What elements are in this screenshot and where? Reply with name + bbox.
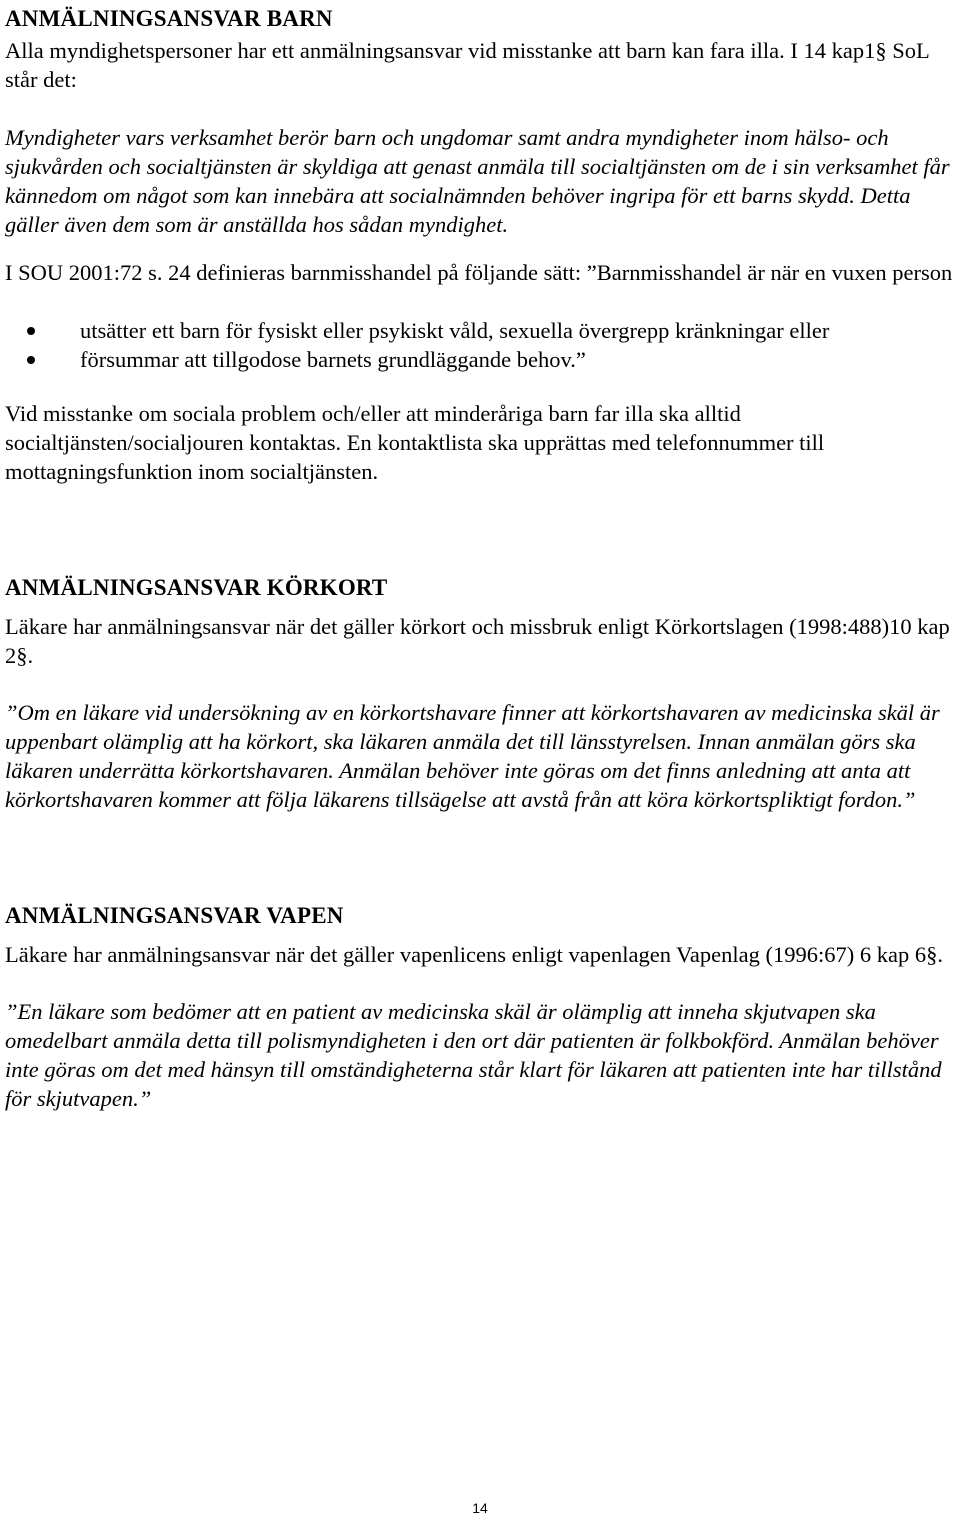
section-barn xyxy=(5,4,953,486)
barn-definition-list xyxy=(5,316,953,374)
list-item xyxy=(5,345,953,374)
list-item-text: utsätter ett barn för fysiskt eller psykiskt våld, sexuella övergrepp kränkningar eller xyxy=(80,318,830,343)
section-heading-vapen: ANMÄLNINGSANSVAR VAPEN xyxy=(5,903,344,928)
vapen-intro: Läkare har anmälningsansvar när det gäller vapenlicens enligt vapenlagen Vapenlag (1996:67) 6 kap 6§. xyxy=(5,942,943,967)
list-item xyxy=(5,316,953,345)
section-vapen xyxy=(5,901,953,1113)
barn-sou-definition: I SOU 2001:72 s. 24 definieras barnmisshandel på följande sätt: ”Barnmisshandel är när en vuxen person xyxy=(5,260,953,285)
document-page xyxy=(5,0,953,1113)
page-number: 14 xyxy=(472,1500,488,1516)
bullet-icon xyxy=(27,327,35,335)
korkort-law-quote: ”Om en läkare vid undersökning av en körkortshavare finner att körkortshavaren av medicinska skäl är uppenbart olämplig att ha körkort, ska läkaren anmäla det till länsstyrelsen. Innan anmälan görs ska läkaren underrätta körkortshavaren. Anmälan behöver inte göras om det finns anledning att anta att körkortshavaren kommer att följa läkarens tillsägelse att avstå från att köra körkortspliktigt fordon.” xyxy=(5,700,940,812)
barn-intro: Alla myndighetspersoner har ett anmälningsansvar vid misstanke att barn kan fara illa. I 14 kap1§ SoL står det: xyxy=(5,38,929,92)
section-heading-korkort: ANMÄLNINGSANSVAR KÖRKORT xyxy=(5,575,388,600)
vapen-law-quote: ”En läkare som bedömer att en patient av medicinska skäl är olämplig att inneha skjutvapen ska omedelbart anmäla detta till polismyndigheten i den ort där patienten är folkbokförd. Anmälan behöver inte göras om det med hänsyn till omständigheterna står klart för läkaren att patienten inte har tillstånd för skjutvapen.” xyxy=(5,999,942,1111)
barn-law-quote: Myndigheter vars verksamhet berör barn och ungdomar samt andra myndigheter inom hälso- och sjukvården och socialtjänsten är skyldiga att genast anmäla till socialtjänsten om de i sin verksamhet får kännedom om något som kan innebära att socialnämnden behöver ingripa för ett barns skydd. Detta gäller även dem som är anställda hos sådan myndighet. xyxy=(5,125,950,237)
section-heading-barn: ANMÄLNINGSANSVAR BARN xyxy=(5,6,333,31)
list-item-text: försummar att tillgodose barnets grundläggande behov.” xyxy=(80,347,586,372)
bullet-icon xyxy=(27,356,35,364)
section-korkort xyxy=(5,573,953,814)
korkort-intro: Läkare har anmälningsansvar när det gäller körkort och missbruk enligt Körkortslagen (1998:488)10 kap 2§. xyxy=(5,614,950,668)
barn-closing: Vid misstanke om sociala problem och/eller att minderåriga barn far illa ska alltid socialtjänsten/socialjouren kontaktas. En kontaktlista ska upprättas med telefonnummer till mottagningsfunktion inom socialtjänsten. xyxy=(5,401,825,484)
